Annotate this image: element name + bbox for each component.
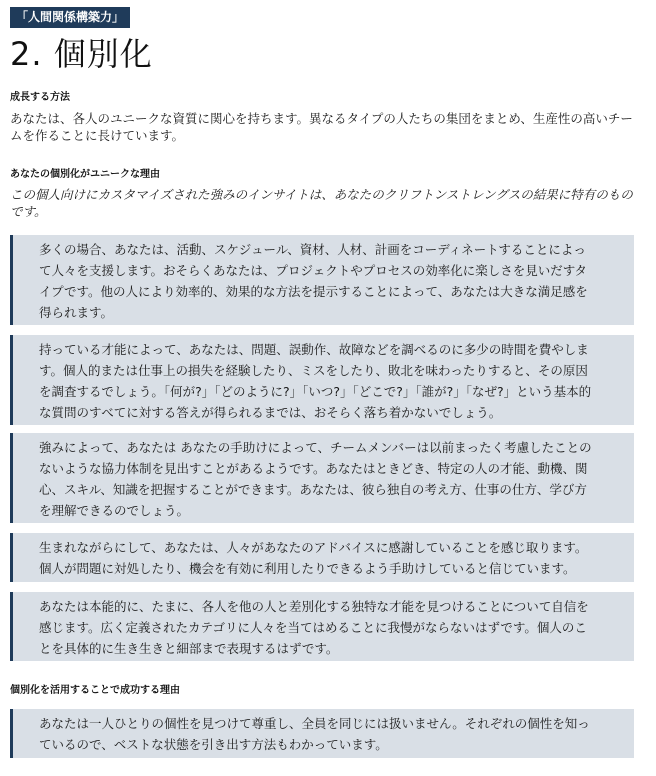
- page-title: 2. 個別化: [10, 35, 153, 73]
- insight-callout-text: 生まれながらにして、あなたは、人々があなたのアドバイスに感謝していることを感じ取ります。個人が問題に対処したり、機会を有効に利用したりできるよう手助けしていると信じています。: [39, 540, 588, 576]
- insight-callout-text: 多くの場合、あなたは、活動、スケジュール、資材、人材、計画をコーディネートすることによって人々を支援します。おそらくあなたは、プロジェクトやプロセスの効率化に楽しさを見いだすタイプです。他の人により効率的、効果的な方法を提示することによって、あなたは大きな満足感を得られます。: [39, 242, 588, 320]
- insight-callout-text: あなたは本能的に、たまに、各人を他の人と差別化する独特な才能を見つけることについて自信を感じます。広く定義されたカテゴリに人々を当てはめることに我慢がならないはずです。個人のことを具体的に生き生きと細部まで表現するはずです。: [39, 599, 589, 656]
- insight-callout-2: [10, 335, 634, 425]
- success-callout-1: [10, 709, 634, 758]
- theme-domain-badge: 「人間関係構築力」: [10, 7, 130, 28]
- insight-callout-3: [10, 433, 634, 523]
- success-callout-text: あなたは一人ひとりの個性を見つけて尊重し、全員を同じには扱いません。それぞれの個性を知っているので、ベストな状態を引き出す方法もわかっています。: [39, 716, 590, 752]
- success-heading: 個別化を活用することで成功する理由: [10, 685, 180, 696]
- insight-callout-1: [10, 235, 634, 325]
- insight-callout-text: 強みによって、あなたは あなたの手助けによって、チームメンバーは以前まったく考慮したことのないような協力体制を見出すことがあるようです。あなたはときどき、特定の人の才能、動機、関心、スキル、知識を把握することができます。あなたは、彼ら独自の考え方、仕事の仕方、学び方を理解できるのでしょう。: [39, 440, 592, 518]
- insight-callout-5: [10, 592, 634, 661]
- insight-callout-4: [10, 533, 634, 582]
- growth-body: あなたは、各人のユニークな資質に関心を持ちます。異なるタイプの人たちの集団をまとめ、生産性の高いチームを作ることに長けています。: [10, 111, 633, 143]
- growth-heading: 成長する方法: [10, 92, 70, 103]
- unique-heading: あなたの個別化がユニークな理由: [10, 169, 160, 180]
- unique-intro: この個人向けにカスタマイズされた強みのインサイトは、あなたのクリフトンストレングスの結果に特有のものです。: [10, 187, 633, 219]
- insight-callout-text: 持っている才能によって、あなたは、問題、誤動作、故障などを調べるのに多少の時間を費やします。個人的または仕事上の損失を経験したり、ミスをしたり、敗北を味わったりすると、その原因を調査するでしょう。「何が?」「どのように?」「いつ?」「どこで?」「誰が?」「なぜ?」という基本的な質問のすべてに対する答えが得られるまでは、おそらく落ち着かないでしょう。: [39, 342, 592, 420]
